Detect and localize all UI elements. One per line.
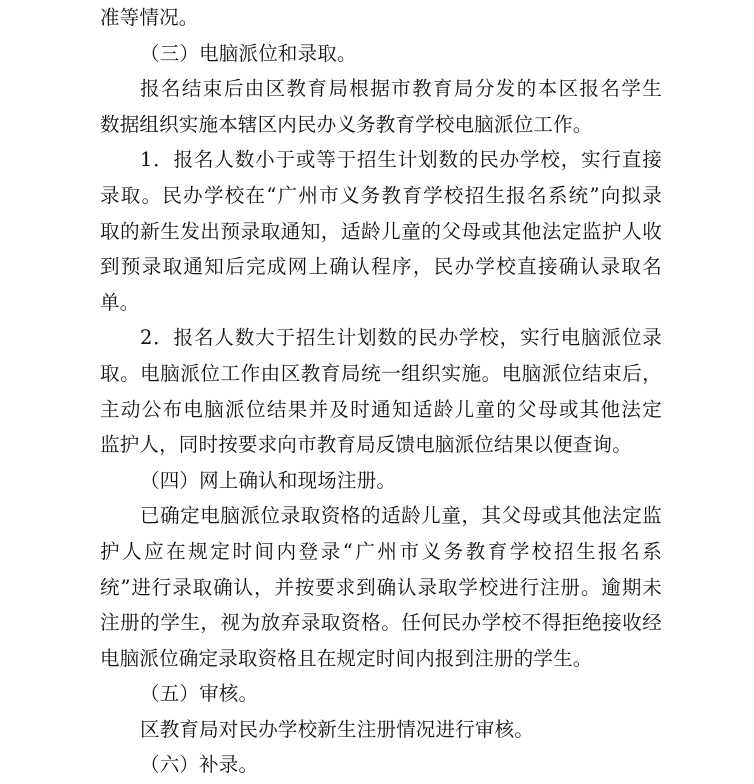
- text-line: 取的新生发出预录取通知，适龄儿童的父母或其他法定监护人收: [100, 219, 662, 243]
- text-line: 到预录取通知后完成网上确认程序，民办学校直接确认录取名: [100, 255, 662, 279]
- text-line: 报名结束后由区教育局根据市教育局分发的本区报名学生: [140, 77, 662, 101]
- text-line: 数据组织实施本辖区内民办义务教育学校电脑派位工作。: [100, 112, 593, 136]
- text-line: 主动公布电脑派位结果并及时通知适龄儿童的父母或其他法定: [100, 397, 662, 421]
- text-line: 区教育局对民办学校新生注册情况进行审核。: [140, 717, 535, 741]
- document-text: [100, 0, 662, 783]
- text-line: 2．报名人数大于招生计划数的民办学校，实行电脑派位录: [140, 326, 662, 350]
- text-line: 已确定电脑派位录取资格的适龄儿童，其父母或其他法定监: [140, 504, 662, 528]
- section-heading: （四）网上确认和现场注册。: [140, 468, 397, 492]
- text-line: 统”进行录取确认，并按要求到确认录取学校进行注册。逾期未: [100, 575, 662, 599]
- text-line: 录取。民办学校在“广州市义务教育学校招生报名系统”向拟录: [100, 183, 662, 207]
- document-body: [100, 0, 662, 783]
- section-heading: （三）电脑派位和录取。: [140, 41, 357, 65]
- text-line: 准等情况。: [100, 6, 199, 29]
- section-heading: （五）审核。: [140, 682, 259, 706]
- section-heading: （六）补录。: [140, 753, 259, 777]
- text-line: 1．报名人数小于或等于招生计划数的民办学校，实行直接: [140, 148, 662, 172]
- text-line: 电脑派位确定录取资格且在规定时间内报到注册的学生。: [100, 646, 593, 670]
- text-line: 监护人，同时按要求向市教育局反馈电脑派位结果以便查询。: [100, 433, 632, 457]
- text-line: 护人应在规定时间内登录“广州市义务教育学校招生报名系: [100, 539, 662, 563]
- text-line: 取。电脑派位工作由区教育局统一组织实施。电脑派位结束后，: [100, 361, 662, 385]
- text-line: 单。: [100, 290, 140, 314]
- text-line: 注册的学生，视为放弃录取资格。任何民办学校不得拒绝接收经: [100, 611, 662, 635]
